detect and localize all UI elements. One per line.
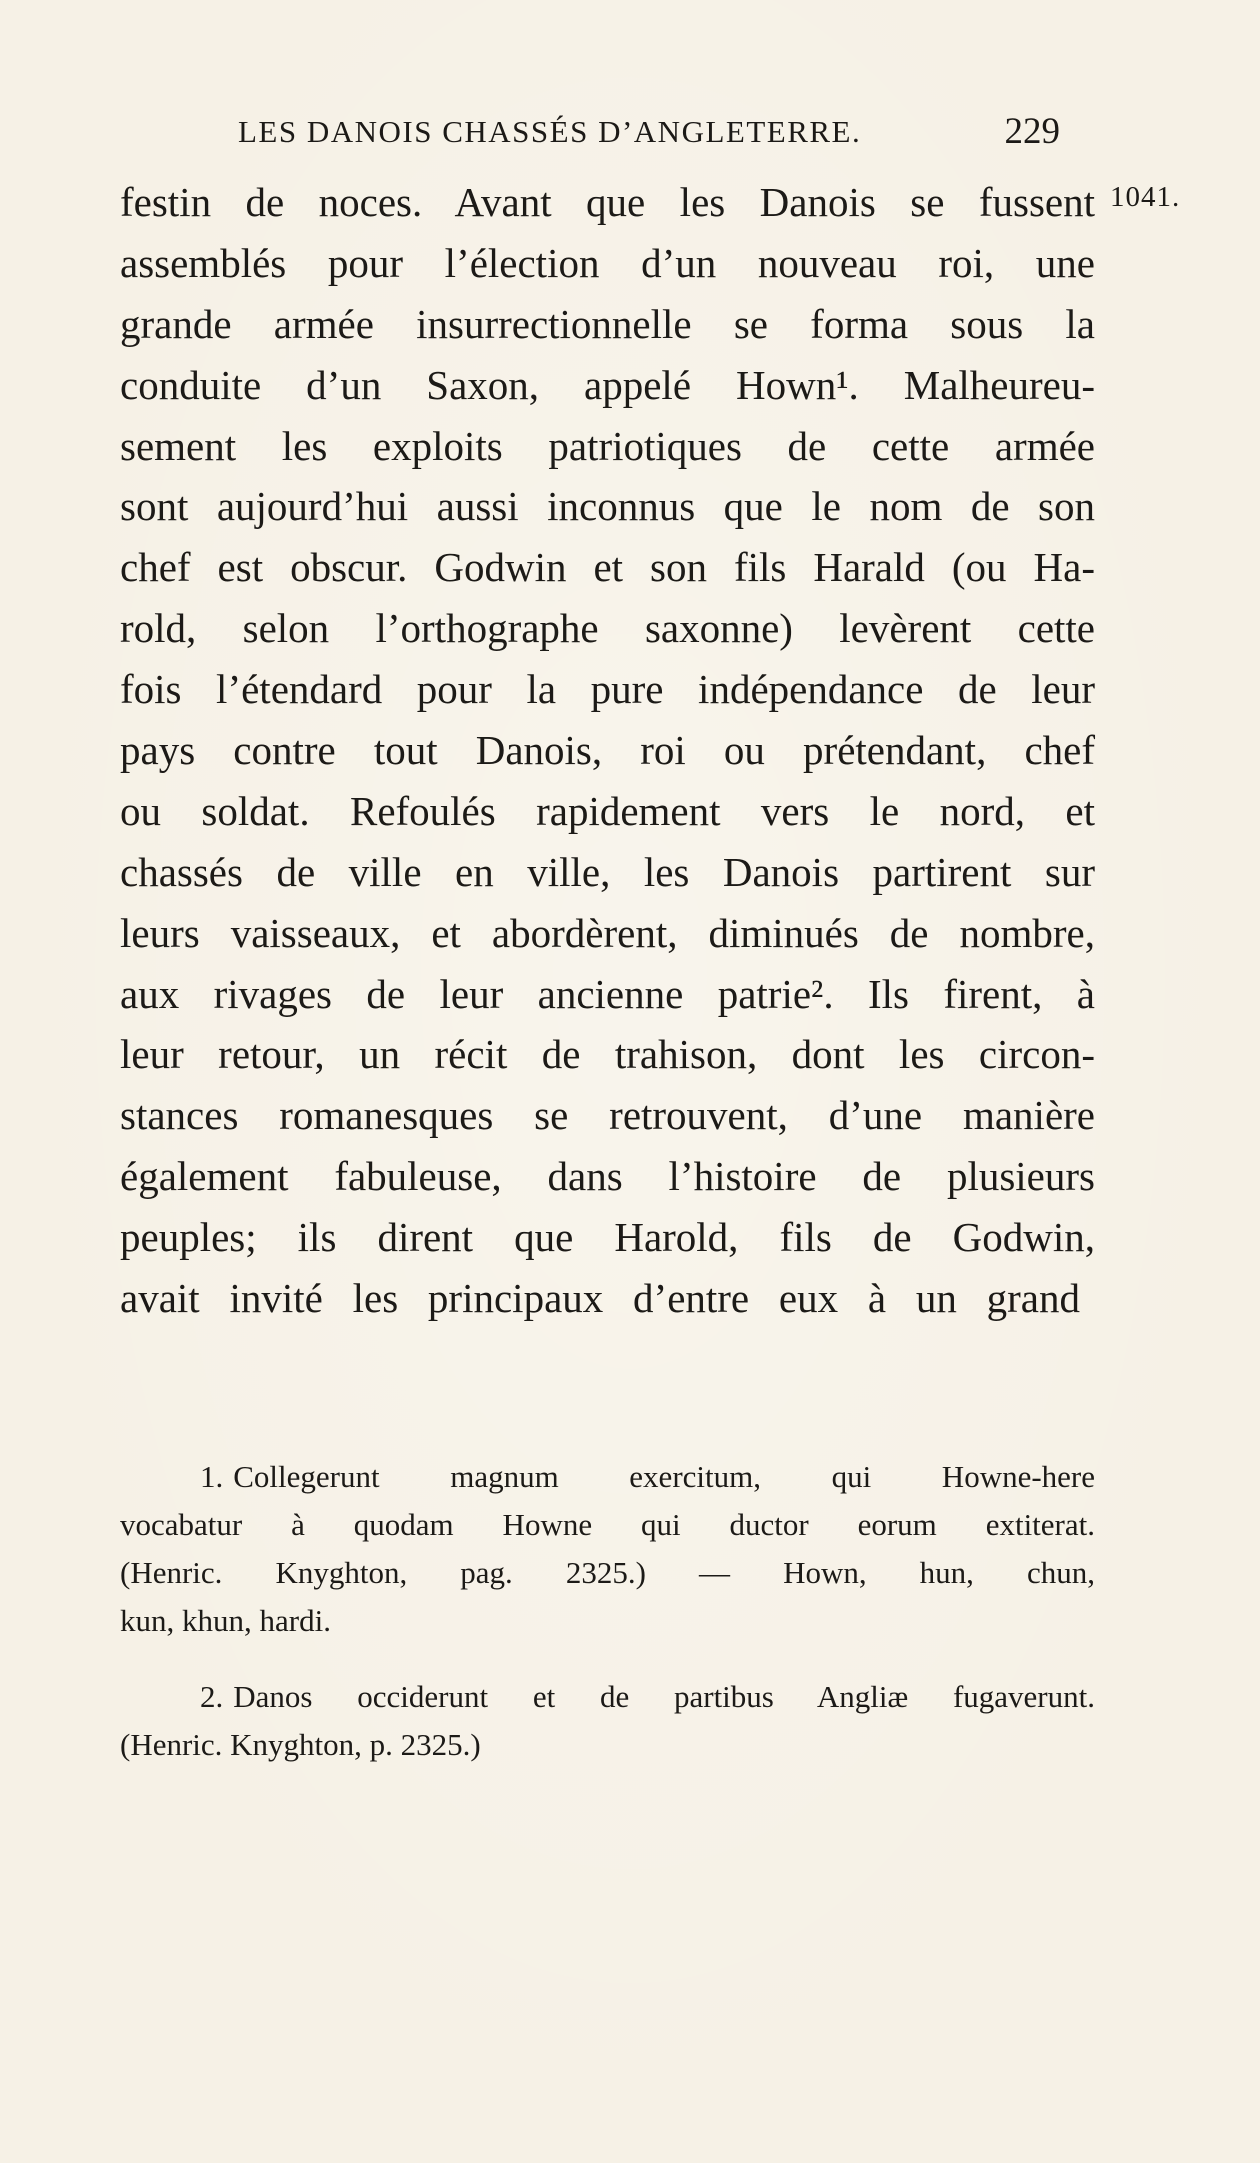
margin-year-note: 1041. — [1110, 181, 1181, 213]
text-line: festin de noces. Avant que les Danois se fussent — [120, 179, 1095, 225]
footnote-number: 1. — [200, 1459, 224, 1494]
text-line: sement les exploits patriotiques de cette armée — [120, 422, 1095, 469]
footnote-text: Collegerunt magnum exercitum, qui Howne-here — [233, 1459, 1095, 1494]
footnote-text: Danos occiderunt et de partibus Angliæ fugaverunt. — [233, 1679, 1095, 1714]
footnote-2-line: (Henric. Knyghton, p. 2325.) — [120, 1727, 481, 1762]
footnote-1-line: vocabatur à quodam Howne qui ductor eorum extiterat. — [120, 1507, 1095, 1542]
running-header — [150, 108, 1110, 158]
text-line: leur retour, un récit de trahison, dont les circon- — [120, 1031, 1095, 1078]
text-line: aux rivages de leur ancienne patrie². Ils firent, à — [120, 970, 1095, 1017]
footnotes — [120, 1453, 1095, 1769]
footnote-2-line — [120, 1673, 1095, 1721]
footnote-1-line — [120, 1453, 1095, 1501]
footnote-1-line: (Henric. Knyghton, pag. 2325.) — Hown, hun, chun, — [120, 1555, 1095, 1590]
text-line: avait invité les principaux d’entre eux à un grand — [120, 1275, 1080, 1322]
text-line: peuples; ils dirent que Harold, fils de Godwin, — [120, 1214, 1095, 1261]
text-line: également fabuleuse, dans l’histoire de plusieurs — [120, 1153, 1095, 1200]
text-line: chassés de ville en ville, les Danois partirent sur — [120, 848, 1095, 895]
page-number: 229 — [1004, 111, 1060, 152]
text-line: stances romanesques se retrouvent, d’une manière — [120, 1092, 1095, 1139]
text-line: ou soldat. Refoulés rapidement vers le nord, et — [120, 787, 1095, 834]
running-title: LES DANOIS CHASSÉS D’ANGLETERRE. — [238, 114, 862, 149]
text-line: pays contre tout Danois, roi ou prétendant, chef — [120, 727, 1095, 774]
text-line: rold, selon l’orthographe saxonne) levèrent cette — [120, 605, 1095, 652]
text-line: conduite d’un Saxon, appelé Hown¹. Malheureu- — [120, 361, 1095, 408]
text-line: fois l’étendard pour la pure indépendance de leur — [120, 666, 1095, 713]
footnote-number: 2. — [200, 1679, 224, 1714]
footnote-1-line: kun, khun, hardi. — [120, 1603, 331, 1638]
text-line: leurs vaisseaux, et abordèrent, diminués de nombre, — [120, 909, 1095, 956]
text-line: grande armée insurrectionnelle se forma sous la — [120, 300, 1095, 347]
text-line: chef est obscur. Godwin et son fils Harald (ou Ha- — [120, 544, 1095, 591]
text-line: sont aujourd’hui aussi inconnus que le nom de son — [120, 483, 1095, 530]
text-line: assemblés pour l’élection d’un nouveau roi, une — [120, 239, 1095, 286]
main-text — [120, 172, 1095, 1329]
